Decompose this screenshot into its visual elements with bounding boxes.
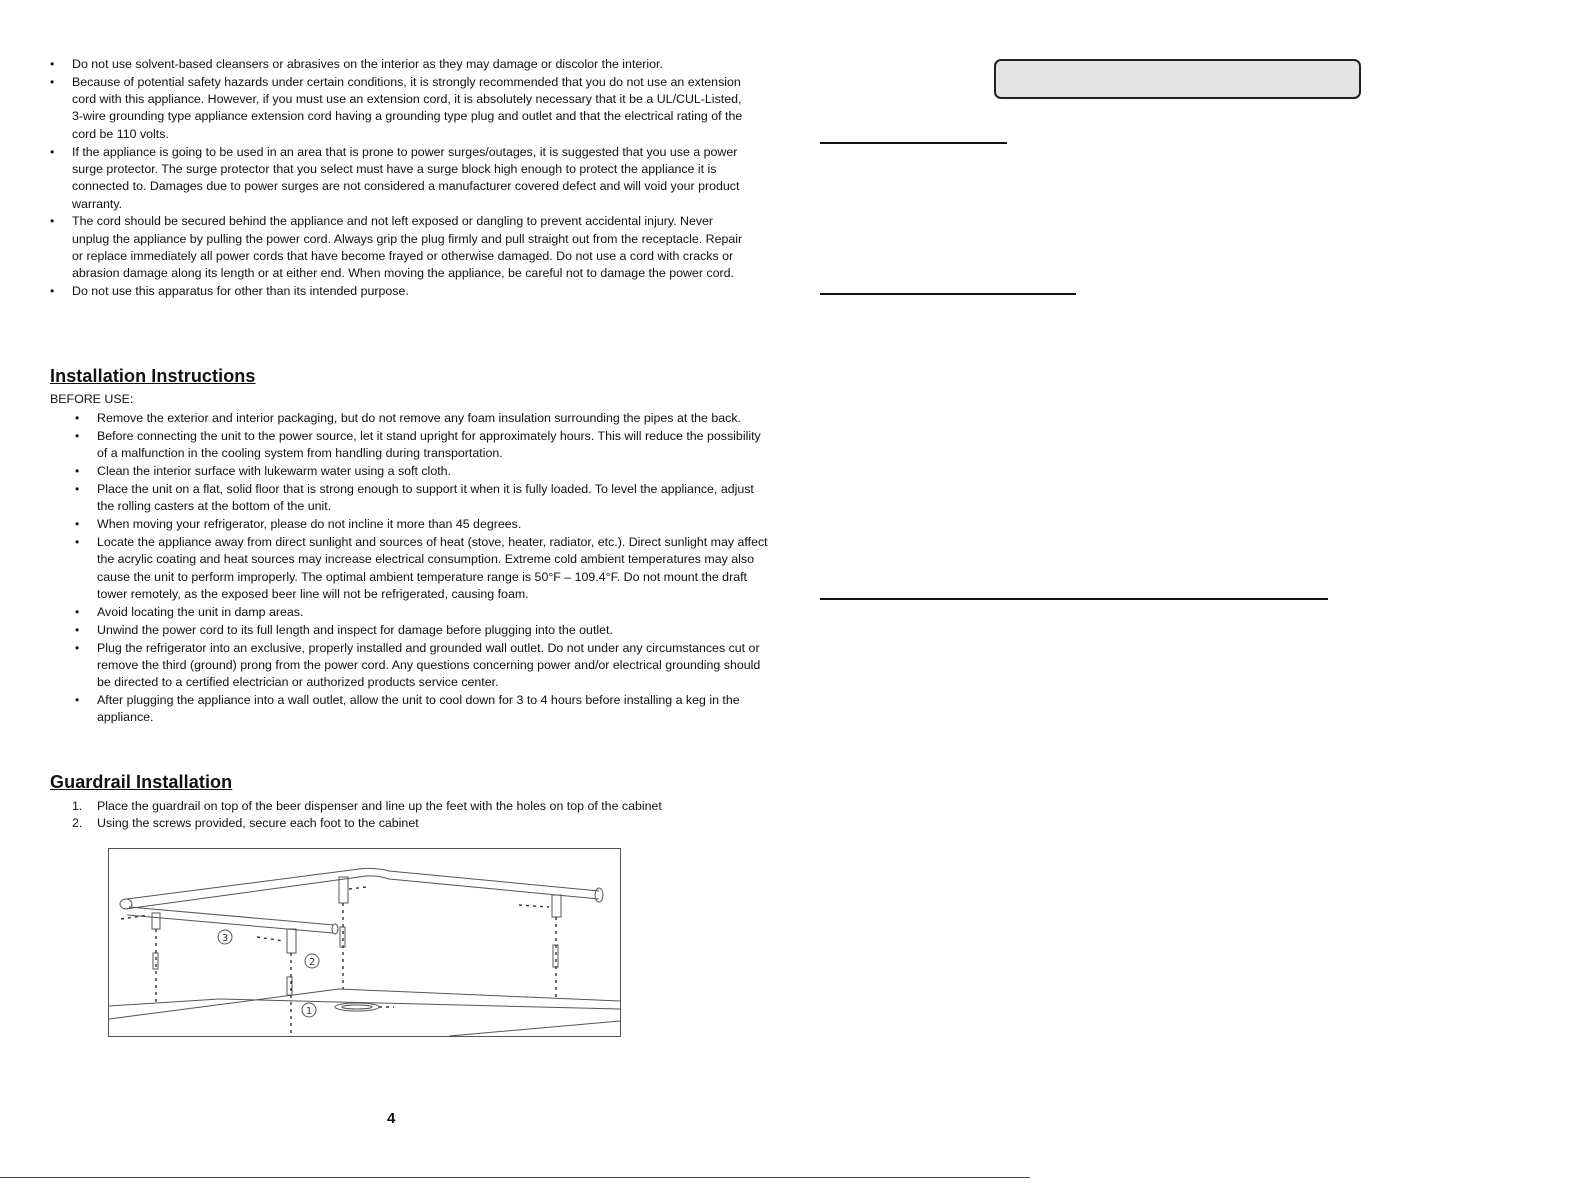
step-text: Using the screws provided, secure each foot to the cabinet <box>97 816 419 831</box>
before-use-label: BEFORE USE: <box>50 392 134 406</box>
page-number: 4 <box>387 1110 396 1127</box>
list-item: • Do not use solvent-based cleansers or abrasives on the interior as they may damage or discolor the interior. <box>72 56 752 73</box>
heading-rule <box>820 293 1076 295</box>
list-item: • Avoid locating the unit in damp areas. <box>97 604 769 621</box>
list-item <box>72 798 752 815</box>
list-item: • After plugging the appliance into a wall outlet, allow the unit to cool down for 3 to 4 hours before installing a keg in the appliance. <box>97 692 769 727</box>
list-item: • Place the unit on a flat, solid floor that is strong enough to support it when it is fully loaded. To level the appliance, adjust the rolling casters at the bottom of the unit. <box>97 481 769 516</box>
guardrail-steps <box>72 798 752 833</box>
list-item: • Plug the refrigerator into an exclusive, properly installed and grounded wall outlet. Do not under any circumstances cut or remove the third (ground) prong from the power cord. Any questions concerning power and/or electrical grounding should be directed to a certified electrician or authorized products service center. <box>97 640 769 692</box>
installation-list <box>97 410 769 727</box>
list-item: • The cord should be secured behind the appliance and not left exposed or dangling to prevent accidental injury. Never unplug the appliance by pulling the power cord. Always grip the plug firmly and pull straight out from the receptacle. Repair or replace immediately all power cords that have become frayed or otherwise damaged. Do not use a cord with cracks or abrasion damage along its length or at either end. When moving the appliance, be careful not to damage the power cord. <box>72 213 752 282</box>
heading-rule <box>820 142 1007 144</box>
heading-rule <box>820 598 1328 600</box>
callout-1: 1 <box>305 1006 313 1017</box>
guardrail-heading: Guardrail Installation <box>50 772 233 792</box>
step-number: 2. <box>72 816 83 831</box>
list-item: • Because of potential safety hazards under certain conditions, it is strongly recommended that you do not use an extension cord with this appliance. However, if you must use an extension cord, it is absolutely necessary that it be a UL/CUL-Listed, 3-wire grounding type appliance extension cord having a grounding type plug and outlet and that the electrical rating of the cord be 110 volts. <box>72 74 752 143</box>
list-item: • When moving your refrigerator, please do not incline it more than 45 degrees. <box>97 516 769 533</box>
installation-heading: Installation Instructions <box>50 366 256 386</box>
callout-3: 3 <box>221 933 229 944</box>
list-item: • Unwind the power cord to its full length and inspect for damage before plugging into the outlet. <box>97 622 769 639</box>
list-item: • If the appliance is going to be used in an area that is prone to power surges/outages, it is suggested that you use a power surge protector. The surge protector that you select must have a surge block high enough to protect the appliance it is connected to. Damages due to power surges are not considered a manufacturer covered defect and will void your product warranty. <box>72 144 752 213</box>
callout-2: 2 <box>308 957 316 968</box>
section-banner <box>994 59 1361 99</box>
step-number: 1. <box>72 799 83 813</box>
right-page <box>790 0 1588 1192</box>
warnings-list <box>72 56 752 301</box>
left-page <box>0 0 790 1192</box>
step-text: Place the guardrail on top of the beer dispenser and line up the feet with the holes on top of the cabinet <box>97 799 662 813</box>
list-item: • Before connecting the unit to the power source, let it stand upright for approximately hours. This will reduce the possibility of a malfunction in the cooling system from handling during transportation. <box>97 428 769 463</box>
guardrail-illustration <box>109 849 620 1036</box>
list-item: • Locate the appliance away from direct sunlight and sources of heat (stove, heater, radiator, etc.). Direct sunlight may affect the acrylic coating and heat sources may increase electrical consumption. Extreme cold ambient temperatures may also cause the unit to perform improperly. The optimal ambient temperature range is 50°F – 109.4°F. Do not mount the draft tower remotely, as the exposed beer line will not be refrigerated, causing foam. <box>97 534 769 603</box>
list-item <box>72 815 752 832</box>
list-item: • Do not use this apparatus for other than its intended purpose. <box>72 283 752 300</box>
guardrail-diagram <box>108 848 621 1037</box>
list-item: • Clean the interior surface with lukewarm water using a soft cloth. <box>97 463 769 480</box>
list-item: • Remove the exterior and interior packaging, but do not remove any foam insulation surrounding the pipes at the back. <box>97 410 769 427</box>
